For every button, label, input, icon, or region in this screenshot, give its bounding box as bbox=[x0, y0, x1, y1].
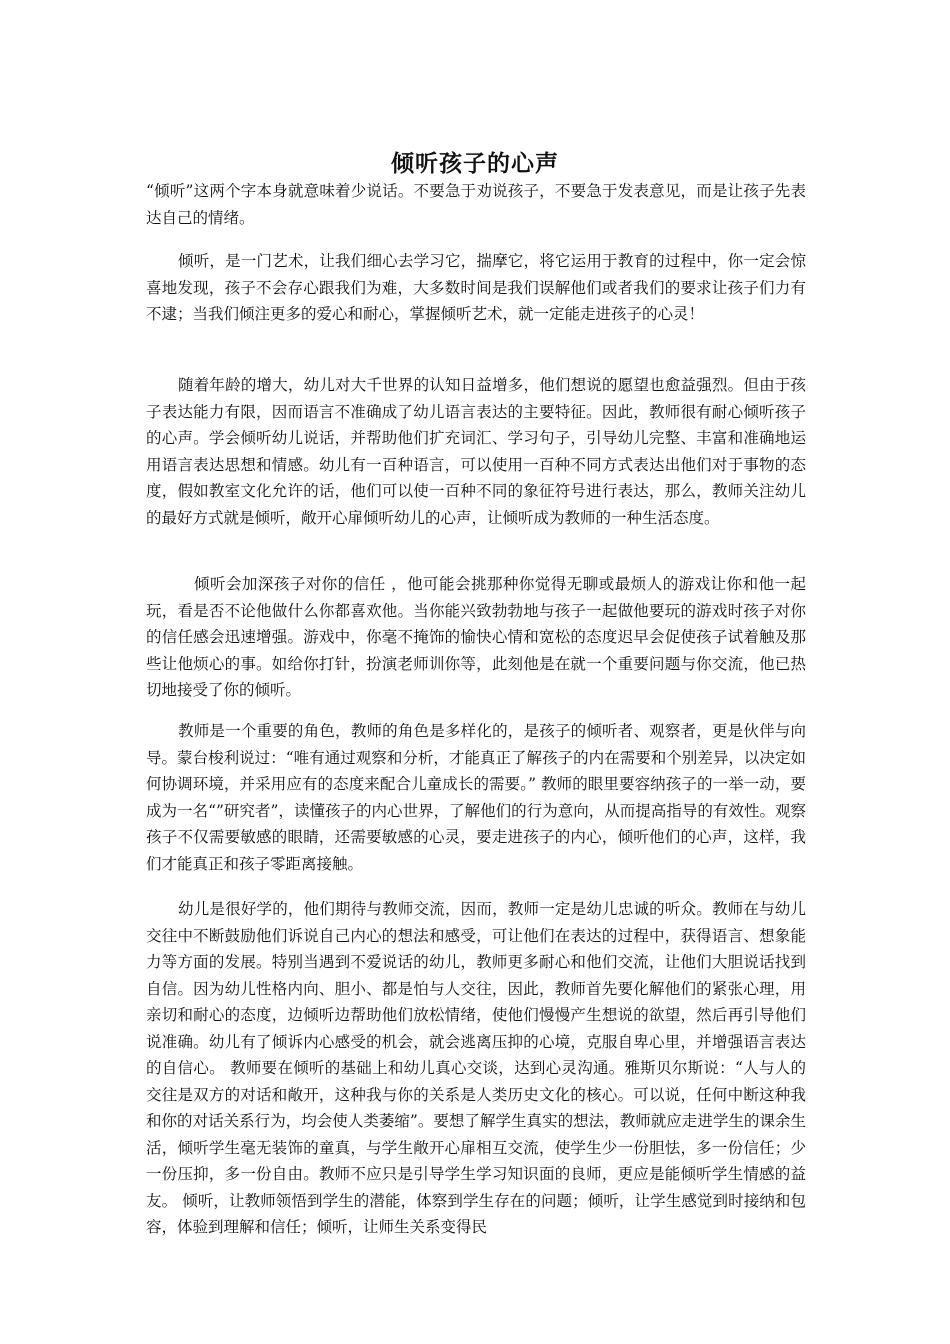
paragraph-6: 幼儿是很好学的，他们期待与教师交流，因而，教师一定是幼儿忠诚的听众。教师在与幼儿交往中不断鼓励他们诉说自己内心的想法和感受，可让他们在表达的过程中，获得语言、想象能力等方面的发展。特别当遇到不爱说话的幼儿，教师更多耐心和他们交流，让他们大胆说话找到自信。因为幼儿性格内向、胆小、都是怕与人交往，因此，教师首先要化解他们的紧张心理，用亲切和耐心的态度，边倾听边帮助他们放松情绪，使他们慢慢产生想说的欲望，然后再引导他们说准确。幼儿有了倾诉内心感受的机会，就会逃离压抑的心境，克服自卑心里，并增强语言表达的自信心。 教师要在倾听的基础上和幼儿真心交谈，达到心灵沟通。雅斯贝尔斯说：“人与人的交往是双方的对话和敞开，这种我与你的关系是人类历史文化的核心。可以说，任何中断这种我和你的对话关系行为，均会使人类萎缩”。要想了解学生真实的想法，教师就应走进学生的课余生活，倾听学生毫无装饰的童真，与学生敞开心扉相互交流，使学生少一份胆怯，多一份信任；少一份压抑，多一份自由。教师不应只是引导学生学习知识面的良师，更应是能倾听学生情感的益友。 倾听，让教师领悟到学生的潜能，体察到学生存在的问题；倾听，让学生感觉到时接纳和包容，体验到理解和信任；倾听，让师生关系变得民 bbox=[146, 900, 806, 1236]
paragraph-2: 倾听，是一门艺术，让我们细心去学习它，揣摩它，将它运用于教育的过程中，你一定会惊喜地发现，孩子不会存心跟我们为难，大多数时间是我们误解他们或者我们的要求让孩子们力有不逮；当我们倾注更多的爱心和耐心，掌握倾听艺术，就一定能走进孩子的心灵！ bbox=[146, 252, 806, 323]
paragraph-5: 教师是一个重要的角色，教师的角色是多样化的，是孩子的倾听者、观察者，更是伙伴与向导。蒙台梭利说过：“唯有通过观察和分析，才能真正了解孩子的内在需要和个别差异，以决定如何协调环境，并采用应有的态度来配合儿童成长的需要。” 教师的眼里要容纳孩子的一举一动，要成为一名“”研究者”，读懂孩子的内心世界，了解他们的行为意向，从而提高指导的有效性。观察孩子不仅需要敏感的眼睛，还需要敏感的心灵，要走进孩子的内心，倾听他们的心声，这样，我们才能真正和孩子零距离接触。 bbox=[146, 722, 806, 873]
document-title: 倾听孩子的心声 bbox=[391, 150, 559, 178]
paragraph-1: “倾听”这两个字本身就意味着少说话。不要急于劝说孩子，不要急于发表意见，而是让孩子先表达自己的情绪。 bbox=[146, 182, 806, 227]
paragraph-3: 随着年龄的增大，幼儿对大千世界的认知日益增多，他们想说的愿望也愈益强烈。但由于孩子表达能力有限，因而语言不准确成了幼儿语言表达的主要特征。因此，教师很有耐心倾听孩子的心声。学会倾听幼儿说话，并帮助他们扩充词汇、学习句子，引导幼儿完整、丰富和准确地运用语言表达思想和情感。幼儿有一百种语言，可以使用一百种不同方式表达出他们对于事物的态度，假如教室文化允许的话，他们可以使一百种不同的象征符号进行表达，那么，教师关注幼儿的最好方式就是倾听，敞开心扉倾听幼儿的心声，让倾听成为教师的一种生活态度。 bbox=[146, 376, 806, 527]
paragraph-4: 倾听会加深孩子对你的信任 ，他可能会挑那种你觉得无聊或最烦人的游戏让你和他一起玩，看是否不论他做什么你都喜欢他。当你能兴致勃勃地与孩子一起做他要玩的游戏时孩子对你的信任感会迅速增强。游戏中，你毫不掩饰的愉快心情和宽松的态度迟早会促使孩子试着触及那些让他烦心的事。如给你打针，扮演老师训你等，此刻他是在就一个重要问题与你交流，他已热切地接受了你的倾听。 bbox=[146, 575, 806, 699]
